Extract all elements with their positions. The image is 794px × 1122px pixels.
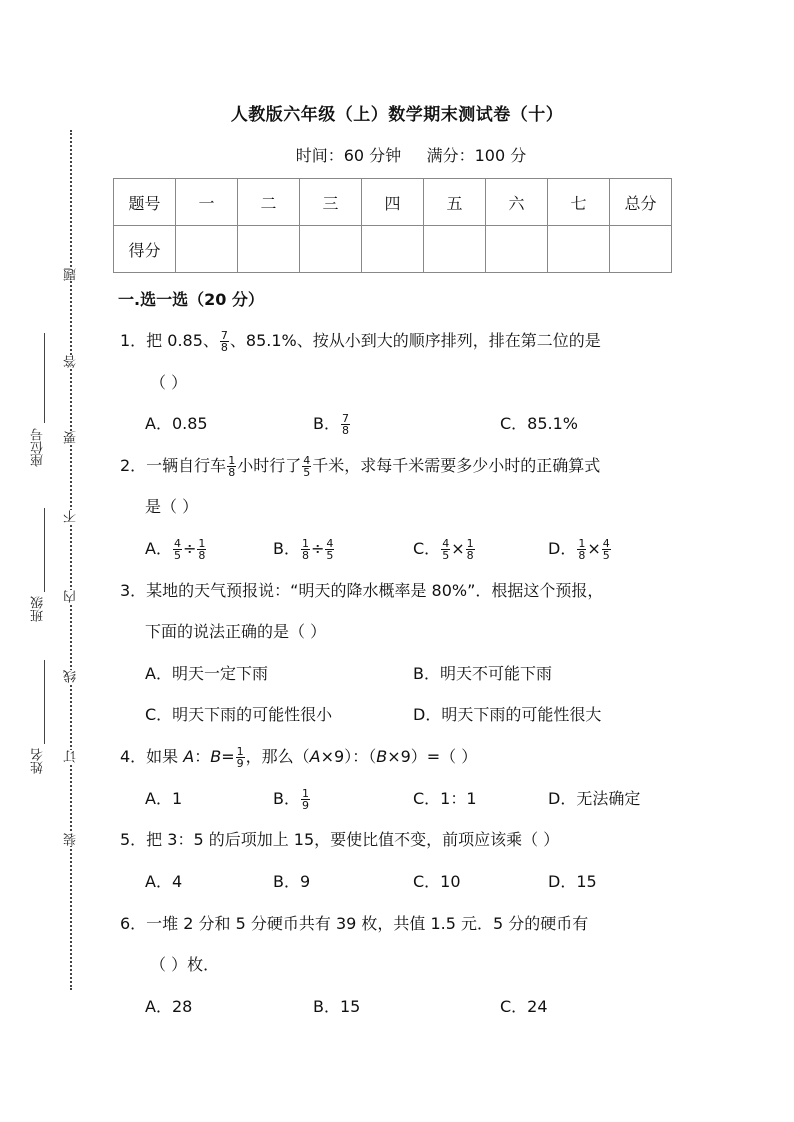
q3-option-c[interactable]: C．明天下雨的可能性很小 (145, 705, 333, 724)
q1-text-a: 1．把 0.85、 (120, 331, 219, 350)
q5-option-d[interactable]: D．15 (548, 872, 597, 891)
q1-answer-blank[interactable]: （ ） (150, 373, 188, 392)
question-1-stem (120, 328, 601, 354)
score-header-cell: 四 (362, 179, 424, 226)
score-header-cell: 题号 (114, 179, 176, 226)
fraction: $\frac{1}{8}$ (301, 537, 309, 562)
seal-char: 不 (64, 510, 79, 523)
q2-option-b[interactable]: B． $\frac{1}{8}$ ÷ $\frac{4}{5}$ (273, 537, 334, 562)
fraction: $\frac{4}{5}$ (602, 537, 610, 562)
seal-char: 订 (64, 750, 79, 763)
q3-option-b[interactable]: B．明天不可能下雨 (413, 664, 552, 683)
score-cell[interactable] (176, 226, 238, 273)
question-2-stem: 2．一辆自行车 $\frac{1}{8}$ 小时行了 $\frac{4}{5}$ 千米，求每千米需要多少小时的正确算式 (120, 454, 601, 479)
score-header-cell: 五 (424, 179, 486, 226)
section-heading: 一.选一选（20 分） (118, 290, 264, 309)
fraction: $\frac{7}{8}$ (220, 329, 228, 354)
question-4-stem: 4．如果 A：B= $\frac{1}{9}$ ，那么（A×9）：（B×9）=（ ） (120, 745, 478, 770)
score-cell[interactable] (486, 226, 548, 273)
q1-text-b: 、85.1%、按从小到大的顺序排列，排在第二位的是 (229, 331, 601, 350)
q6-line-2: （ ）枚． (150, 955, 220, 974)
q6-option-a[interactable]: A．28 (145, 997, 193, 1016)
score-header-cell: 总分 (610, 179, 672, 226)
fraction: $\frac{4}{5}$ (303, 454, 311, 479)
seat-number-field[interactable] (44, 333, 45, 423)
name-field[interactable] (44, 660, 45, 744)
fraction: $\frac{4}{5}$ (442, 537, 450, 562)
binding-dotted-line (70, 130, 72, 990)
score-header-cell: 六 (486, 179, 548, 226)
q1-option-c[interactable]: C．85.1% (500, 414, 579, 433)
q1-option-b[interactable]: B． $\frac{7}{8}$ (313, 412, 349, 437)
q5-option-b[interactable]: B．9 (273, 872, 311, 891)
score-cell[interactable] (610, 226, 672, 273)
q5-option-a[interactable]: A．4 (145, 872, 183, 891)
q2-line-2: 是（ ） (145, 497, 199, 516)
score-table-score-row (114, 226, 672, 273)
seal-char: 题 (64, 268, 79, 281)
score-cell[interactable] (238, 226, 300, 273)
fraction: $\frac{1}{8}$ (228, 454, 236, 479)
score-header-cell: 二 (238, 179, 300, 226)
class-label: 班级 (31, 596, 46, 622)
seal-char: 装 (64, 833, 79, 846)
q6-option-c[interactable]: C．24 (500, 997, 548, 1016)
question-5-stem: 5．把 3：5 的后项加上 15，要使比值不变，前项应该乘（ ） (120, 830, 560, 849)
score-cell[interactable] (424, 226, 486, 273)
q4-option-a[interactable]: A．1 (145, 789, 183, 808)
fraction: $\frac{1}{9}$ (236, 745, 244, 770)
exam-subtitle: 时间：60 分钟 满分：100 分 (295, 146, 527, 165)
q4-option-d[interactable]: D．无法确定 (548, 789, 641, 808)
q4-option-b[interactable]: B． $\frac{1}{9}$ (273, 787, 309, 812)
q3-line-2: 下面的说法正确的是（ ） (145, 622, 327, 641)
name-label: 姓名 (31, 748, 46, 774)
score-row-label: 得分 (114, 226, 176, 273)
q2-option-d[interactable]: D． $\frac{1}{8}$ × $\frac{4}{5}$ (548, 537, 610, 562)
q2-option-c[interactable]: C． $\frac{4}{5}$ × $\frac{1}{8}$ (413, 537, 474, 562)
seat-number-label: 座位号 (31, 428, 46, 467)
score-table (113, 178, 672, 273)
score-header-cell: 七 (548, 179, 610, 226)
q3-option-a[interactable]: A．明天一定下雨 (145, 664, 268, 683)
fraction: $\frac{1}{9}$ (301, 787, 309, 812)
score-table-header-row (114, 179, 672, 226)
fraction: $\frac{1}{8}$ (578, 537, 586, 562)
seal-char: 线 (64, 670, 79, 683)
fraction: $\frac{1}{8}$ (198, 537, 206, 562)
q4-option-c[interactable]: C．1：1 (413, 789, 477, 808)
question-6-stem: 6．一堆 2 分和 5 分硬币共有 39 枚，共值 1.5 元．5 分的硬币有 (120, 914, 589, 933)
score-header-cell: 一 (176, 179, 238, 226)
fraction: $\frac{7}{8}$ (341, 412, 349, 437)
score-cell[interactable] (362, 226, 424, 273)
q6-option-b[interactable]: B．15 (313, 997, 361, 1016)
question-3-stem: 3．某地的天气预报说：“明天的降水概率是 80%”．根据这个预报， (120, 581, 604, 600)
seal-char: 答 (64, 355, 79, 368)
class-field[interactable] (44, 508, 45, 592)
score-cell[interactable] (300, 226, 362, 273)
fraction: $\frac{1}{8}$ (466, 537, 474, 562)
exam-title: 人教版六年级（上）数学期末测试卷（十） (230, 105, 564, 125)
score-cell[interactable] (548, 226, 610, 273)
seal-char: 内 (64, 590, 79, 603)
q5-option-c[interactable]: C．10 (413, 872, 461, 891)
fraction: $\frac{4}{5}$ (326, 537, 334, 562)
fraction: $\frac{4}{5}$ (173, 537, 181, 562)
q3-option-d[interactable]: D．明天下雨的可能性很大 (413, 705, 602, 724)
q2-option-a[interactable]: A． $\frac{4}{5}$ ÷ $\frac{1}{8}$ (145, 537, 206, 562)
seal-char: 要 (64, 431, 79, 444)
q1-option-a[interactable]: A．0.85 (145, 414, 208, 433)
score-header-cell: 三 (300, 179, 362, 226)
